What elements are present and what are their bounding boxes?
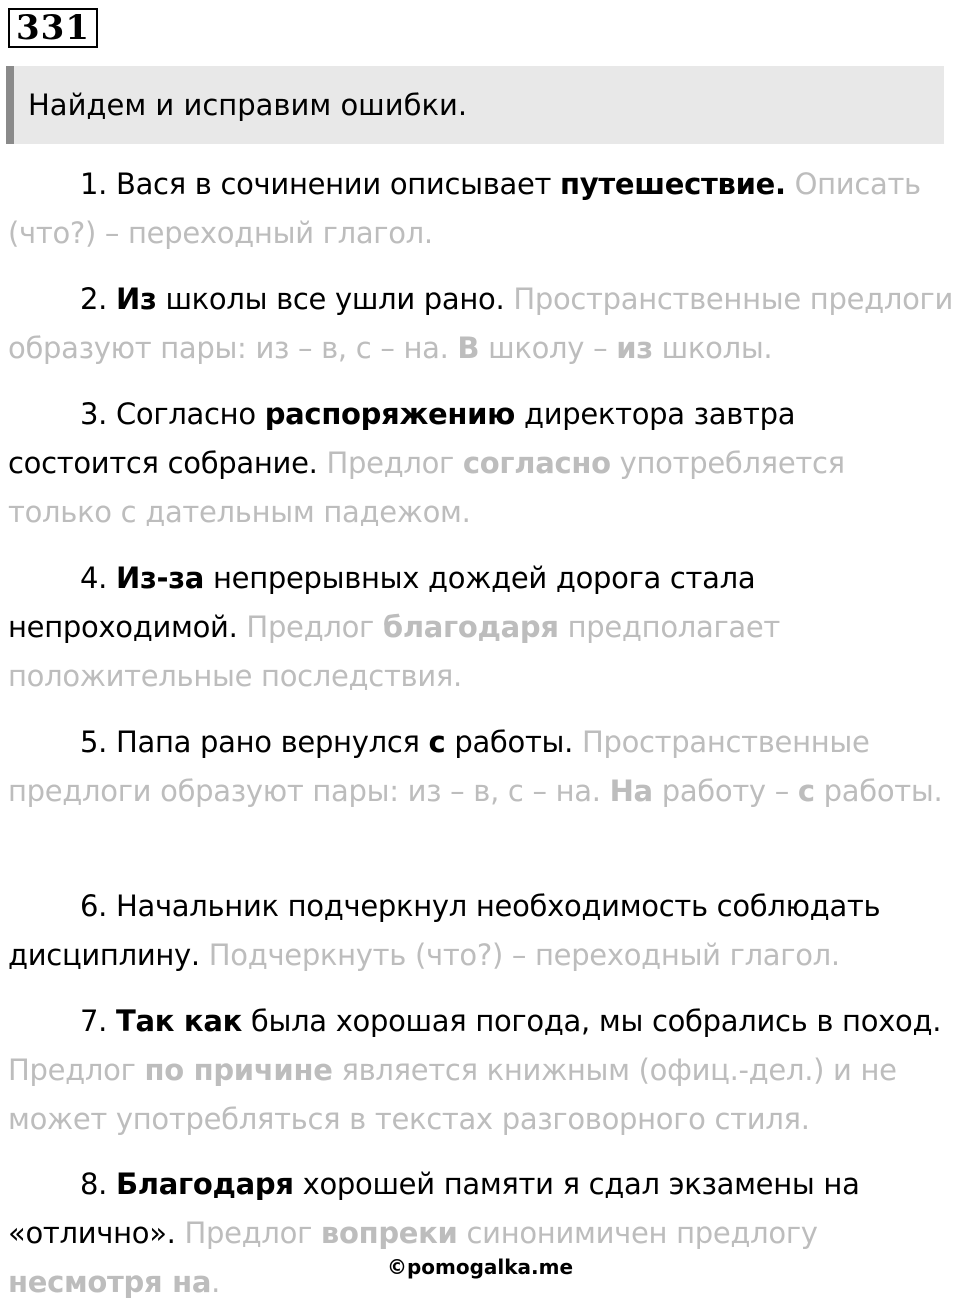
list-item: 7. Так как была хорошая погода, мы собрались в поход. Предлог по причине является книжным (офиц.-дел.) и не может употребляться в текстах разговорного стиля. [8,1004,942,1136]
list-item: 5. Папа рано вернулся с работы. Пространственные предлоги образуют пары: из – в, с – на. На работу – с работы. [8,725,943,808]
list-item: 2. Из школы все ушли рано. Пространственные предлоги образуют пары: из – в, с – на. В школу – из школы. [8,282,954,365]
instruction-banner [6,66,944,144]
list-item: 4. Из-за непрерывных дождей дорога стала непроходимой. Предлог благодаря предполагает положительные последствия. [8,561,781,693]
list-item: 3. Согласно распоряжению директора завтра состоится собрание. Предлог согласно употребляется только с дательным падежом. [8,397,845,529]
exercise-number: 331 [8,8,98,48]
list-item: 6. Начальник подчеркнул необходимость соблюдать дисциплину. Подчеркнуть (что?) – переходный глагол. [8,889,881,972]
list-item: 8. Благодаря хорошей памяти я сдал экзамены на «отлично». Предлог вопреки синонимичен предлогу несмотря на. [8,1167,860,1299]
instruction-text: Найдем и исправим ошибки. [28,88,468,122]
footer-watermark: ©pomogalka.me [386,1255,574,1279]
list-item: 1. Вася в сочинении описывает путешествие. Описать (что?) – переходный глагол. [8,167,921,250]
